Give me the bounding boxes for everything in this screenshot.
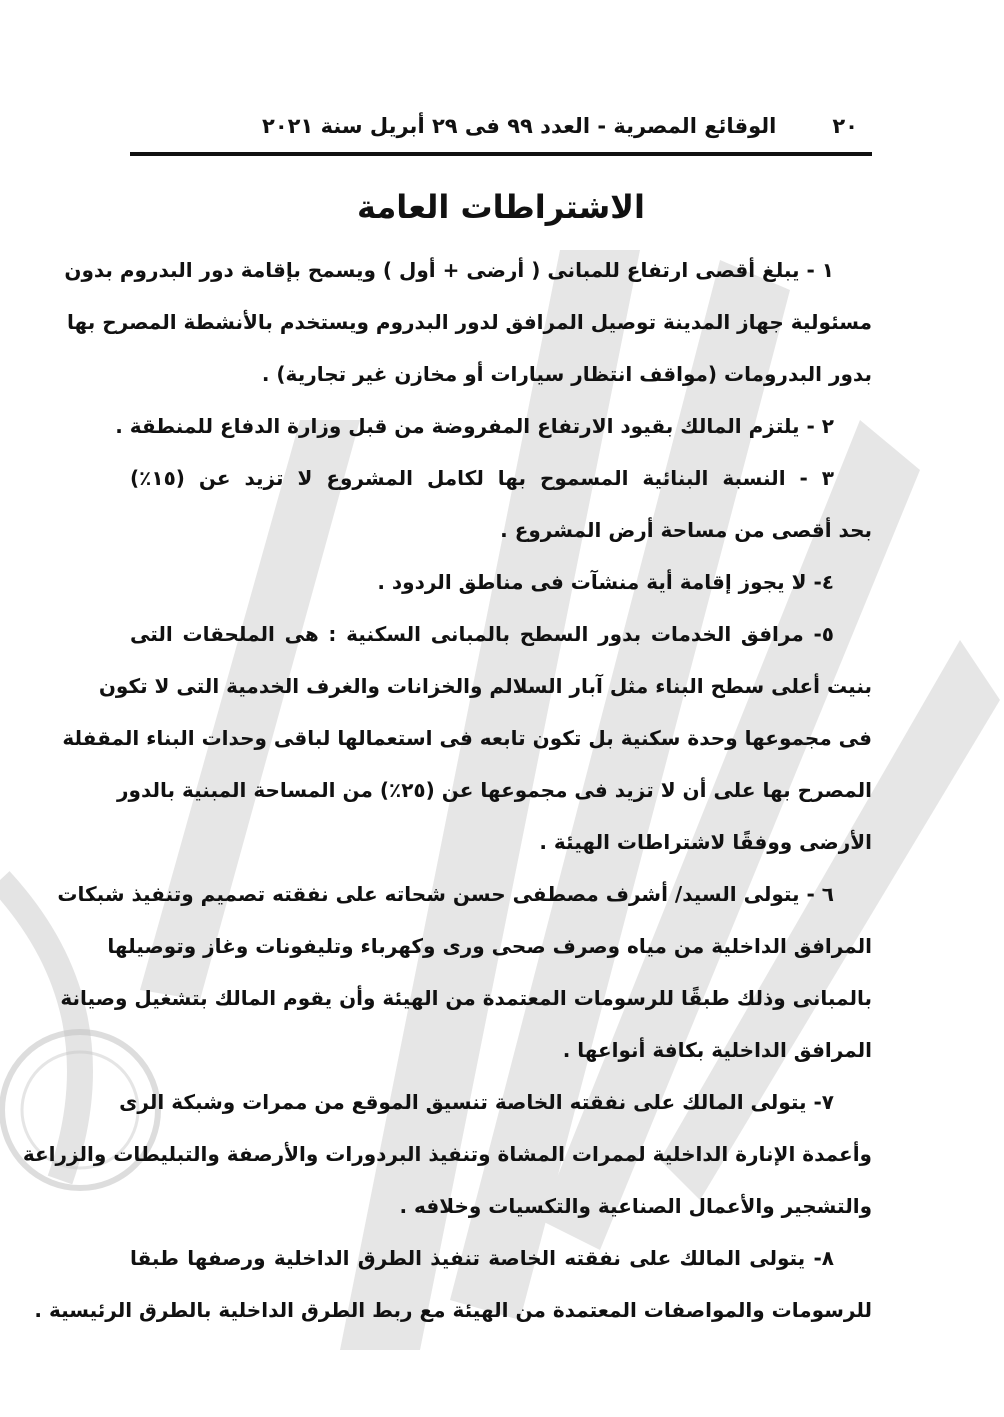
page-header xyxy=(130,112,872,146)
text-line: بحد أقصى من مساحة أرض المشروع . xyxy=(500,518,872,542)
text-line: بنيت أعلى سطح البناء مثل آبار السلالم والخزانات والغرف الخدمية التى لا تكون xyxy=(98,674,872,698)
text-line: بدور البدرومات (مواقف انتظار سيارات أو مخازن غير تجارية) . xyxy=(261,362,872,386)
publication-title: الوقائع المصرية - العدد ٩٩ فى ٢٩ أبريل سنة ٢٠٢١ xyxy=(262,114,777,138)
text-line: مسئولية جهاز المدينة توصيل المرافق لدور البدروم ويستخدم بالأنشطة المصرح بها xyxy=(67,310,872,334)
text-line: للرسومات والمواصفات المعتمدة من الهيئة مع ربط الطرق الداخلية بالطرق الرئيسية . xyxy=(34,1298,872,1322)
document-body xyxy=(22,250,872,1342)
text-line: ٥- مرافق الخدمات بدور السطح بالمبانى السكنية : هى الملحقات التى xyxy=(130,622,834,646)
text-line: ٨- يتولى المالك على نفقته الخاصة تنفيذ الطرق الداخلية ورصفها طبقا xyxy=(130,1246,834,1270)
text-line: فى مجموعها وحدة سكنية بل تكون تابعه فى استعمالها لباقى وحدات البناء المقفلة xyxy=(62,726,872,750)
text-line: المصرح بها على أن لا تزيد فى مجموعها عن (٢٥٪) من المساحة المبنية بالدور xyxy=(117,778,872,802)
text-line: ٣ - النسبة البنائية المسموح بها لكامل المشروع لا تزيد عن (١٥٪) xyxy=(130,466,834,490)
text-line: وأعمدة الإنارة الداخلية لممرات المشاة وتنفيذ البردورات والأرصفة والتبليطات والزراعة xyxy=(22,1142,872,1166)
text-line: المرافق الداخلية من مياه وصرف صحى ورى وكهرباء وتليفونات وغاز وتوصيلها xyxy=(107,934,872,958)
text-line: ٢ - يلتزم المالك بقيود الارتفاع المفروضة من قبل وزارة الدفاع للمنطقة . xyxy=(115,414,834,438)
text-line: ١ - يبلغ أقصى ارتفاع للمبانى ( أرضى + أول ) ويسمح بإقامة دور البدروم بدون xyxy=(64,258,834,282)
section-title: الاشتراطات العامة xyxy=(357,188,645,226)
text-line: ٦ - يتولى السيد/ أشرف مصطفى حسن شحاته على نفقته تصميم وتنفيذ شبكات xyxy=(57,882,834,906)
text-line: ٧- يتولى المالك على نفقته الخاصة تنسيق الموقع من ممرات وشبكة الرى xyxy=(119,1090,834,1114)
page-number: ٢٠ xyxy=(832,114,858,138)
text-line: بالمبانى وذلك طبقًا للرسومات المعتمدة من الهيئة وأن يقوم المالك بتشغيل وصيانة xyxy=(60,986,872,1010)
text-line: والتشجير والأعمال الصناعية والتكسيات وخلافه . xyxy=(399,1194,872,1218)
text-line: الأرضى ووفقًا لاشتراطات الهيئة . xyxy=(539,830,872,854)
text-line: ٤- لا يجوز إقامة أية منشآت فى مناطق الردود . xyxy=(377,570,834,594)
header-rule xyxy=(130,152,872,156)
text-line: المرافق الداخلية بكافة أنواعها . xyxy=(562,1038,872,1062)
